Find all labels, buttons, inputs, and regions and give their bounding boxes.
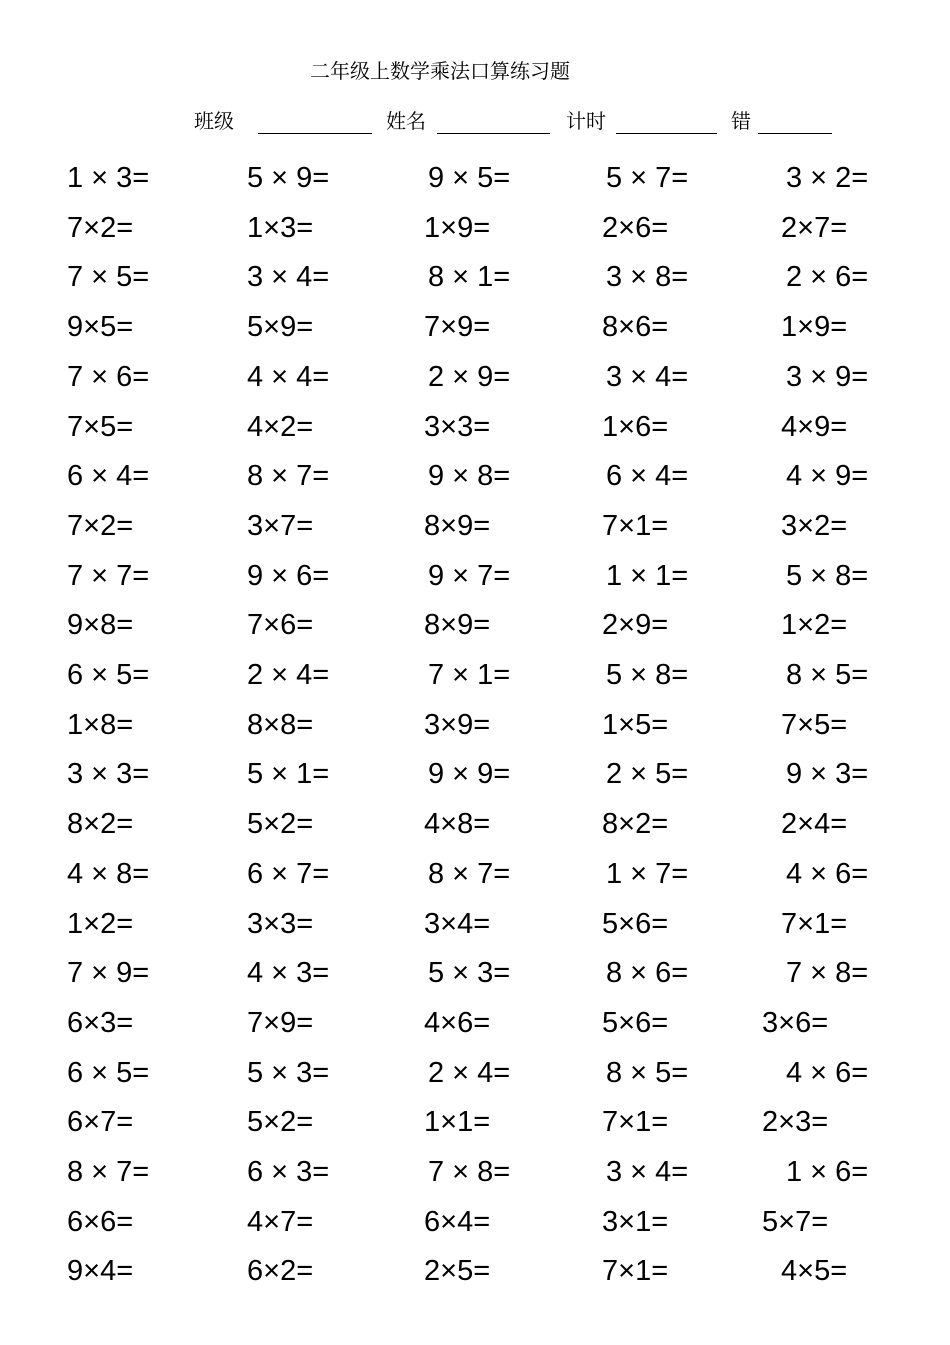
problem-r2-c4: 2×6= (602, 212, 669, 244)
problem-r9-c5: 5 × 8= (786, 560, 869, 592)
problem-r5-c3: 2 × 9= (428, 361, 511, 393)
problem-r13-c1: 3 × 3= (67, 758, 150, 790)
time-blank[interactable] (616, 133, 717, 134)
problem-r7-c1: 6 × 4= (67, 460, 150, 492)
worksheet-title: 二年级上数学乘法口算练习题 (310, 59, 570, 83)
problem-r17-c4: 8 × 6= (606, 957, 689, 989)
problem-r21-c3: 7 × 8= (428, 1156, 511, 1188)
problem-r7-c3: 9 × 8= (428, 460, 511, 492)
problem-r13-c4: 2 × 5= (606, 758, 689, 790)
problem-r21-c5: 1 × 6= (786, 1156, 869, 1188)
problem-r1-c1: 1 × 3= (67, 162, 150, 194)
problem-r23-c5: 4×5= (781, 1255, 848, 1287)
problem-r1-c2: 5 × 9= (247, 162, 330, 194)
problem-r1-c4: 5 × 7= (606, 162, 689, 194)
name-label: 姓名 (386, 109, 426, 133)
problem-r2-c5: 2×7= (781, 212, 848, 244)
problem-r18-c4: 5×6= (602, 1007, 669, 1039)
problem-r15-c2: 6 × 7= (247, 858, 330, 890)
problem-r5-c2: 4 × 4= (247, 361, 330, 393)
problem-r17-c3: 5 × 3= (428, 957, 511, 989)
problem-r14-c1: 8×2= (67, 808, 134, 840)
problem-r23-c2: 6×2= (247, 1255, 314, 1287)
problem-r5-c5: 3 × 9= (786, 361, 869, 393)
problem-r6-c2: 4×2= (247, 411, 314, 443)
problem-r8-c3: 8×9= (424, 510, 491, 542)
problem-r8-c1: 7×2= (67, 510, 134, 542)
problem-r12-c3: 3×9= (424, 709, 491, 741)
problem-r12-c1: 1×8= (67, 709, 134, 741)
problem-r4-c5: 1×9= (781, 311, 848, 343)
problem-r23-c4: 7×1= (602, 1255, 669, 1287)
problem-r10-c4: 2×9= (602, 609, 669, 641)
problem-r15-c4: 1 × 7= (606, 858, 689, 890)
problem-r7-c4: 6 × 4= (606, 460, 689, 492)
problem-r19-c1: 6 × 5= (67, 1057, 150, 1089)
problem-r16-c2: 3×3= (247, 908, 314, 940)
problem-r15-c5: 4 × 6= (786, 858, 869, 890)
errors-blank[interactable] (758, 133, 832, 134)
problem-r10-c2: 7×6= (247, 609, 314, 641)
problem-r13-c3: 9 × 9= (428, 758, 511, 790)
class-label: 班级 (194, 109, 234, 133)
problem-r19-c5: 4 × 6= (786, 1057, 869, 1089)
problem-r14-c4: 8×2= (602, 808, 669, 840)
problem-r20-c5: 2×3= (762, 1106, 829, 1138)
problem-r10-c3: 8×9= (424, 609, 491, 641)
problem-r20-c3: 1×1= (424, 1106, 491, 1138)
problem-r13-c2: 5 × 1= (247, 758, 330, 790)
problem-r16-c5: 7×1= (781, 908, 848, 940)
problem-r6-c5: 4×9= (781, 411, 848, 443)
problem-r12-c2: 8×8= (247, 709, 314, 741)
problem-r3-c5: 2 × 6= (786, 261, 869, 293)
problem-r3-c4: 3 × 8= (606, 261, 689, 293)
problem-r17-c1: 7 × 9= (67, 957, 150, 989)
problem-r10-c1: 9×8= (67, 609, 134, 641)
problem-r8-c4: 7×1= (602, 510, 669, 542)
problem-r11-c4: 5 × 8= (606, 659, 689, 691)
name-blank[interactable] (437, 133, 550, 134)
problem-r3-c2: 3 × 4= (247, 261, 330, 293)
problem-r2-c1: 7×2= (67, 212, 134, 244)
problem-r17-c5: 7 × 8= (786, 957, 869, 989)
problem-r5-c4: 3 × 4= (606, 361, 689, 393)
problem-r18-c5: 3×6= (762, 1007, 829, 1039)
problem-r4-c3: 7×9= (424, 311, 491, 343)
problem-r14-c5: 2×4= (781, 808, 848, 840)
problem-r16-c4: 5×6= (602, 908, 669, 940)
problem-r22-c1: 6×6= (67, 1206, 134, 1238)
problem-r9-c2: 9 × 6= (247, 560, 330, 592)
problem-r21-c4: 3 × 4= (606, 1156, 689, 1188)
problem-r4-c1: 9×5= (67, 311, 134, 343)
problem-r4-c4: 8×6= (602, 311, 669, 343)
problem-r21-c1: 8 × 7= (67, 1156, 150, 1188)
problem-r22-c2: 4×7= (247, 1206, 314, 1238)
problem-r11-c3: 7 × 1= (428, 659, 511, 691)
problem-r13-c5: 9 × 3= (786, 758, 869, 790)
problem-r2-c3: 1×9= (424, 212, 491, 244)
problem-r20-c1: 6×7= (67, 1106, 134, 1138)
problem-r2-c2: 1×3= (247, 212, 314, 244)
problem-r14-c2: 5×2= (247, 808, 314, 840)
problem-r22-c4: 3×1= (602, 1206, 669, 1238)
problem-r11-c1: 6 × 5= (67, 659, 150, 691)
problem-r14-c3: 4×8= (424, 808, 491, 840)
problem-r23-c3: 2×5= (424, 1255, 491, 1287)
problem-r16-c3: 3×4= (424, 908, 491, 940)
problem-r6-c4: 1×6= (602, 411, 669, 443)
problem-r11-c5: 8 × 5= (786, 659, 869, 691)
problem-r6-c3: 3×3= (424, 411, 491, 443)
problem-r20-c2: 5×2= (247, 1106, 314, 1138)
problem-r15-c3: 8 × 7= (428, 858, 511, 890)
problem-r9-c3: 9 × 7= (428, 560, 511, 592)
problem-r11-c2: 2 × 4= (247, 659, 330, 691)
problem-r10-c5: 1×2= (781, 609, 848, 641)
problem-r15-c1: 4 × 8= (67, 858, 150, 890)
problem-r20-c4: 7×1= (602, 1106, 669, 1138)
problem-r9-c1: 7 × 7= (67, 560, 150, 592)
problem-r19-c2: 5 × 3= (247, 1057, 330, 1089)
problem-r19-c3: 2 × 4= (428, 1057, 511, 1089)
problem-r12-c4: 1×5= (602, 709, 669, 741)
problem-r18-c2: 7×9= (247, 1007, 314, 1039)
problem-r8-c2: 3×7= (247, 510, 314, 542)
problem-r7-c5: 4 × 9= (786, 460, 869, 492)
problem-r3-c3: 8 × 1= (428, 261, 511, 293)
problem-r22-c5: 5×7= (762, 1206, 829, 1238)
problem-r23-c1: 9×4= (67, 1255, 134, 1287)
problem-r21-c2: 6 × 3= (247, 1156, 330, 1188)
problem-r16-c1: 1×2= (67, 908, 134, 940)
problem-r7-c2: 8 × 7= (247, 460, 330, 492)
problem-r8-c5: 3×2= (781, 510, 848, 542)
problem-r5-c1: 7 × 6= (67, 361, 150, 393)
problem-r6-c1: 7×5= (67, 411, 134, 443)
problem-r9-c4: 1 × 1= (606, 560, 689, 592)
time-label: 计时 (566, 109, 606, 133)
problem-r22-c3: 6×4= (424, 1206, 491, 1238)
problem-r3-c1: 7 × 5= (67, 261, 150, 293)
problem-r1-c5: 3 × 2= (786, 162, 869, 194)
problem-r19-c4: 8 × 5= (606, 1057, 689, 1089)
problem-r1-c3: 9 × 5= (428, 162, 511, 194)
class-blank[interactable] (258, 133, 372, 134)
problem-r18-c3: 4×6= (424, 1007, 491, 1039)
problem-r17-c2: 4 × 3= (247, 957, 330, 989)
errors-label: 错 (731, 109, 751, 133)
problem-r12-c5: 7×5= (781, 709, 848, 741)
problem-r18-c1: 6×3= (67, 1007, 134, 1039)
problem-r4-c2: 5×9= (247, 311, 314, 343)
